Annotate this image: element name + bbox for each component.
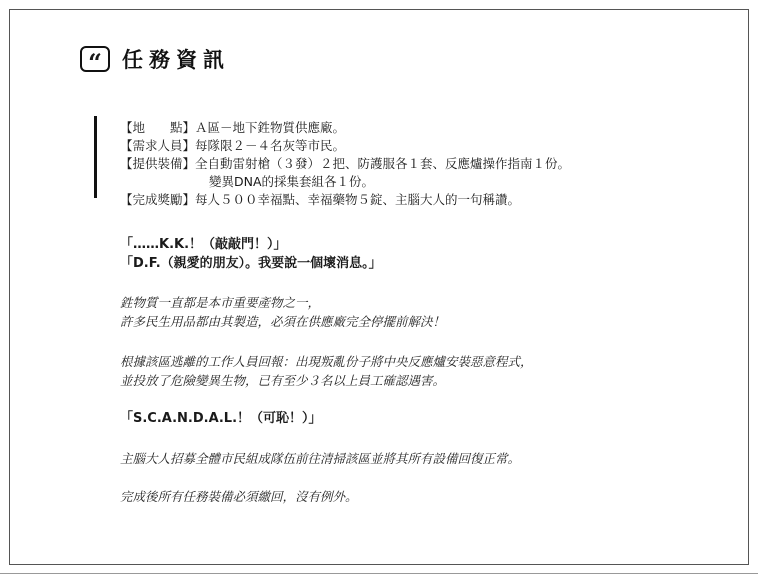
paragraph-return: 完成後所有任務裝備必須繳回，沒有例外。 — [120, 489, 358, 504]
info-value: 全自動雷射槍（３發）２把、防護服各１套、反應爐操作指南１份。 — [195, 156, 571, 171]
para-line: 並投放了危險變異生物，已有至少３名以上員工確認遇害。 — [120, 373, 446, 388]
dialog-line: 「……K.K.！（敲敲門！）」 — [120, 237, 287, 252]
title-row — [80, 44, 230, 77]
dialog-line: 「D.F.（親愛的朋友）。我要說一個壞消息。」 — [120, 256, 382, 271]
info-bar — [94, 116, 97, 198]
paragraph-recruit: 主腦大人招募全體市民組成隊伍前往清掃該區並將其所有設備回復正常。 — [120, 451, 521, 466]
info-value: Ａ區－地下鉎物質供應廠。 — [195, 120, 346, 135]
info-location — [120, 119, 570, 137]
info-equipment — [120, 155, 570, 173]
info-label: 【提供裝備】 — [120, 156, 196, 171]
info-value: 每人５００幸福點、幸福藥物５錠、主腦大人的一句稱讚。 — [195, 192, 521, 207]
dialog-scandal: 「S.C.A.N.D.A.L.！（可恥！）」 — [120, 411, 322, 426]
info-label: 【完成獎勵】 — [120, 192, 196, 207]
info-reward — [120, 191, 570, 209]
quote-icon: “ — [80, 46, 110, 72]
page-title: 任務資訊 — [122, 48, 230, 72]
paragraph-importance — [120, 293, 445, 331]
mission-info — [120, 119, 570, 209]
document-frame — [9, 9, 749, 565]
info-value: 每隊限２－４名灰等市民。 — [195, 138, 346, 153]
para-line: 許多民生用品都由其製造，必須在供應廠完全停擺前解決！ — [120, 314, 446, 329]
para-line: 根據該區逃離的工作人員回報：出現叛亂份子將中央反應爐安裝惡意程式， — [120, 354, 533, 369]
info-label: 【需求人員】 — [120, 138, 196, 153]
bottom-divider — [0, 573, 758, 574]
para-line: 鉎物質一直都是本市重要產物之一， — [120, 295, 321, 310]
paragraph-report — [120, 352, 533, 390]
dialog-knock — [120, 235, 382, 273]
info-equipment-cont: 變異DNA的採集套組各１份。 — [209, 174, 375, 189]
info-label: 【地 點】 — [120, 120, 196, 135]
info-personnel — [120, 137, 570, 155]
